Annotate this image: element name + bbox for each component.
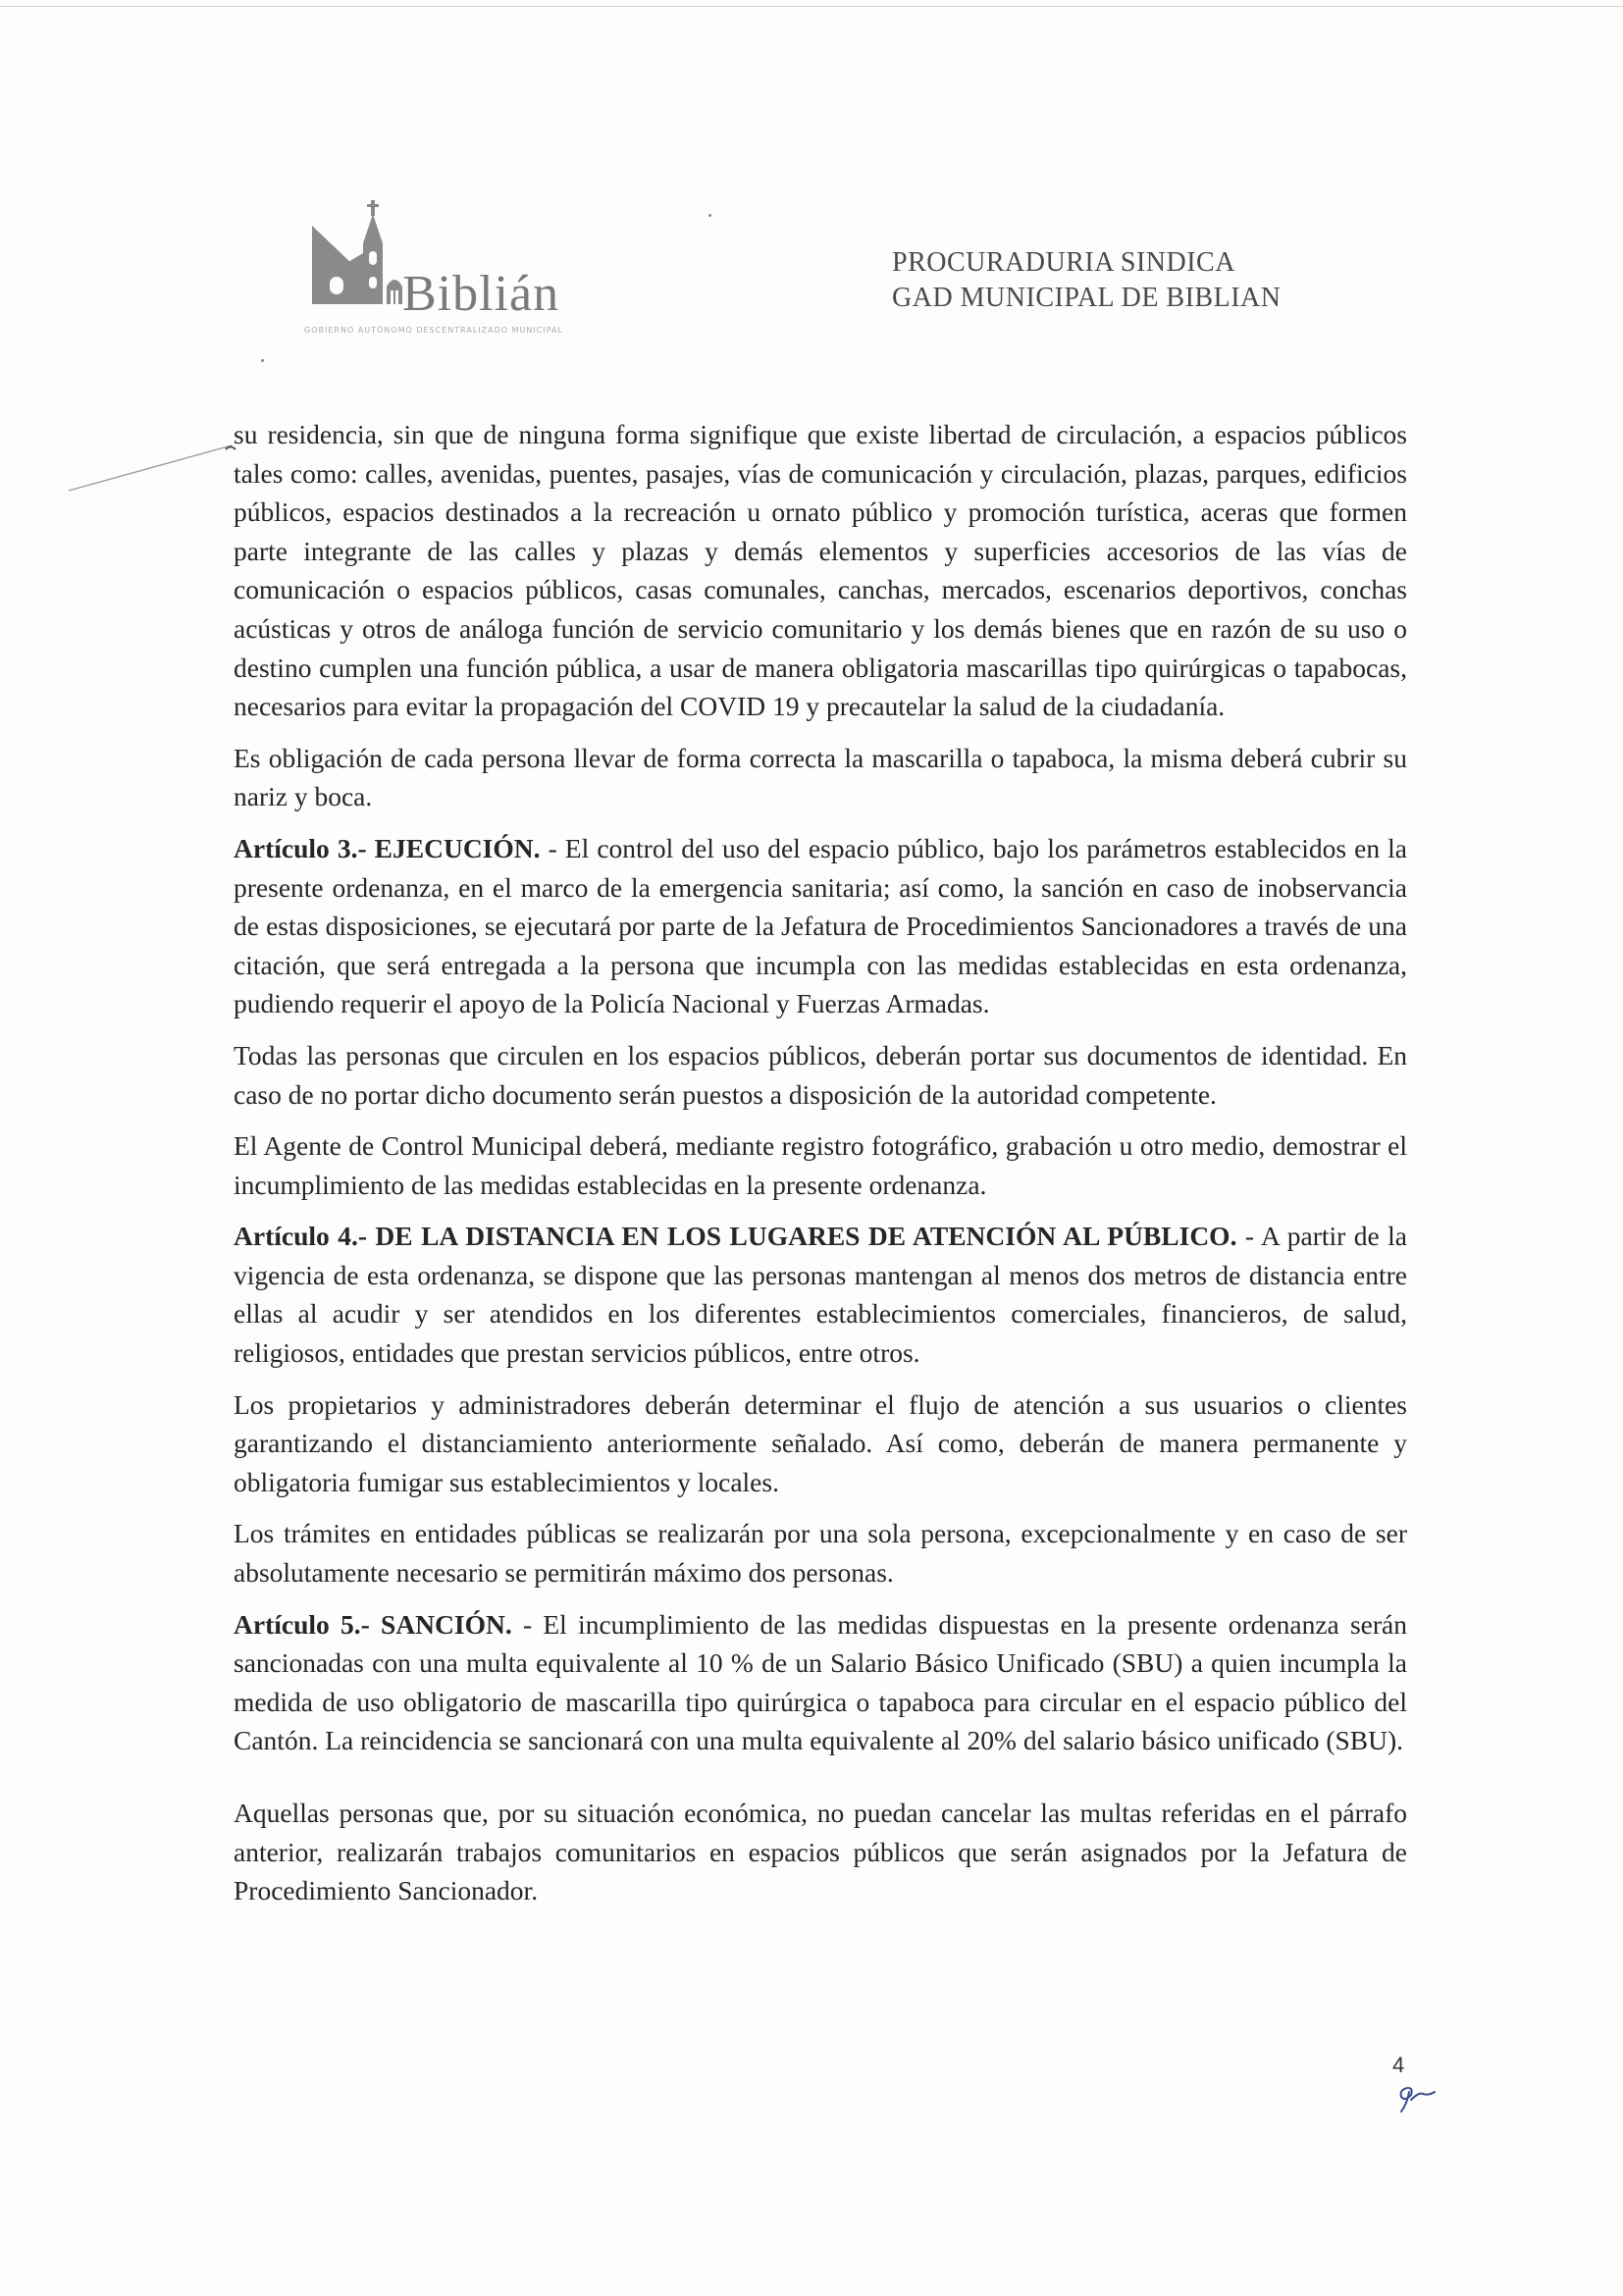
article-text: - El control del uso del espacio público, bajo los parámetros establecidos en la presente ordenanza, en el marco de la emergencia sanitaria; así como, la sanción en caso de inobservancia de estas disposiciones, se ejecutará por parte de la Jefatura de Procedimientos Sancionadores a través de una citación, que será entregada a la persona que incumpla con las medidas establecidas en esta ordenanza, pudiendo requerir el apoyo de la Policía Nacional y Fuerzas Armadas. bbox=[234, 832, 1407, 1019]
logo-wordmark: Biblián bbox=[402, 266, 560, 322]
scan-speck bbox=[708, 214, 711, 217]
header-line-2: GAD MUNICIPAL DE BIBLIAN bbox=[892, 283, 1282, 313]
header-line-1: PROCURADURIA SINDICA bbox=[892, 247, 1235, 278]
handwritten-initials-signature bbox=[1393, 2078, 1452, 2117]
article-3 bbox=[234, 829, 1407, 1023]
paragraph: Todas las personas que circulen en los espacios públicos, deberán portar sus documentos de identidad. En caso de no portar dicho documento serán puestos a disposición de la autoridad competente. bbox=[234, 1039, 1407, 1110]
paragraph: Los propietarios y administradores deberán determinar el flujo de atención a sus usuarios o clientes garantizando el distanciamiento anteriormente señalado. Así como, deberán de manera permanente y obligatoria fumigar sus establecimientos y locales. bbox=[234, 1388, 1407, 1497]
article-heading: Artículo 3.- EJECUCIÓN. bbox=[234, 832, 541, 863]
municipal-logo bbox=[304, 196, 563, 343]
article-heading: Artículo 4.- DE LA DISTANCIA EN LOS LUGARES DE ATENCIÓN AL PÚBLICO. bbox=[234, 1221, 1237, 1252]
paragraph: El Agente de Control Municipal deberá, mediante registro fotográfico, grabación u otro medio, demostrar el incumplimiento de las medidas establecidas en la presente ordenanza. bbox=[234, 1130, 1407, 1200]
paragraph: Es obligación de cada persona llevar de forma correcta la mascarilla o tapaboca, la misma deberá cubrir su nariz y boca. bbox=[234, 742, 1407, 812]
article-5 bbox=[234, 1605, 1407, 1760]
paragraph: Aquellas personas que, por su situación económica, no puedan cancelar las multas referidas en el párrafo anterior, realizarán trabajos comunitarios en espacios públicos que serán asignados por la Jefatura de Procedimiento Sancionador. bbox=[234, 1798, 1407, 1906]
article-text: - A partir de la vigencia de esta ordenanza, se dispone que las personas mantengan al menos dos metros de distancia entre ellas al acudir y ser atendidos en los diferentes establecimientos comerciales, financieros, de salud, religiosos, entidades que prestan servicios públicos, entre otros. bbox=[234, 1221, 1408, 1369]
article-text: - El incumplimiento de las medidas dispuestas en la presente ordenanza serán sancionadas con una multa equivalente al 10 % de un Salario Básico Unificado (SBU) a quien incumpla la medida de uso obligatorio de mascarilla tipo quirúrgica o tapaboca para circular en el espacio público del Cantón. La reincidencia se sancionará con una multa equivalente al 20% del salario básico unificado (SBU). bbox=[234, 1608, 1407, 1756]
article-heading: Artículo 5.- SANCIÓN. bbox=[234, 1608, 512, 1640]
scan-speck bbox=[261, 359, 264, 362]
paragraph: su residencia, sin que de ninguna forma signifique que existe libertad de circulación, a espacios públicos tales como: calles, avenidas, puentes, pasajes, vías de comunicación y circulación, plazas, parques, edificios públicos, espacios destinados a la recreación u ornato público y promoción turística, aceras que formen parte integrante de las calles y plazas y demás elementos y superficies accesorios de las vías de comunicación o espacios públicos, casas comunales, canchas, mercados, escenarios deportivos, conchas acústicas y otros de análoga función de servicio comunitario y los demás bienes que en razón de su uso o destino cumplen una función pública, a usar de manera obligatoria mascarillas tipo quirúrgicas o tapabocas, necesarios para evitar la propagación del COVID 19 y precautelar la salud de la ciudadanía. bbox=[234, 419, 1407, 722]
paragraph: Los trámites en entidades públicas se realizarán por una sola persona, excepcionalmente y en caso de ser absolutamente necesario se permitirán máximo dos personas. bbox=[234, 1518, 1407, 1589]
document-header bbox=[892, 245, 1281, 316]
article-4 bbox=[234, 1217, 1407, 1372]
page-number: 4 bbox=[1392, 2053, 1405, 2077]
logo-tagline: GOBIERNO AUTÓNOMO DESCENTRALIZADO MUNICIPAL bbox=[304, 326, 563, 335]
document-body bbox=[234, 415, 1407, 1923]
